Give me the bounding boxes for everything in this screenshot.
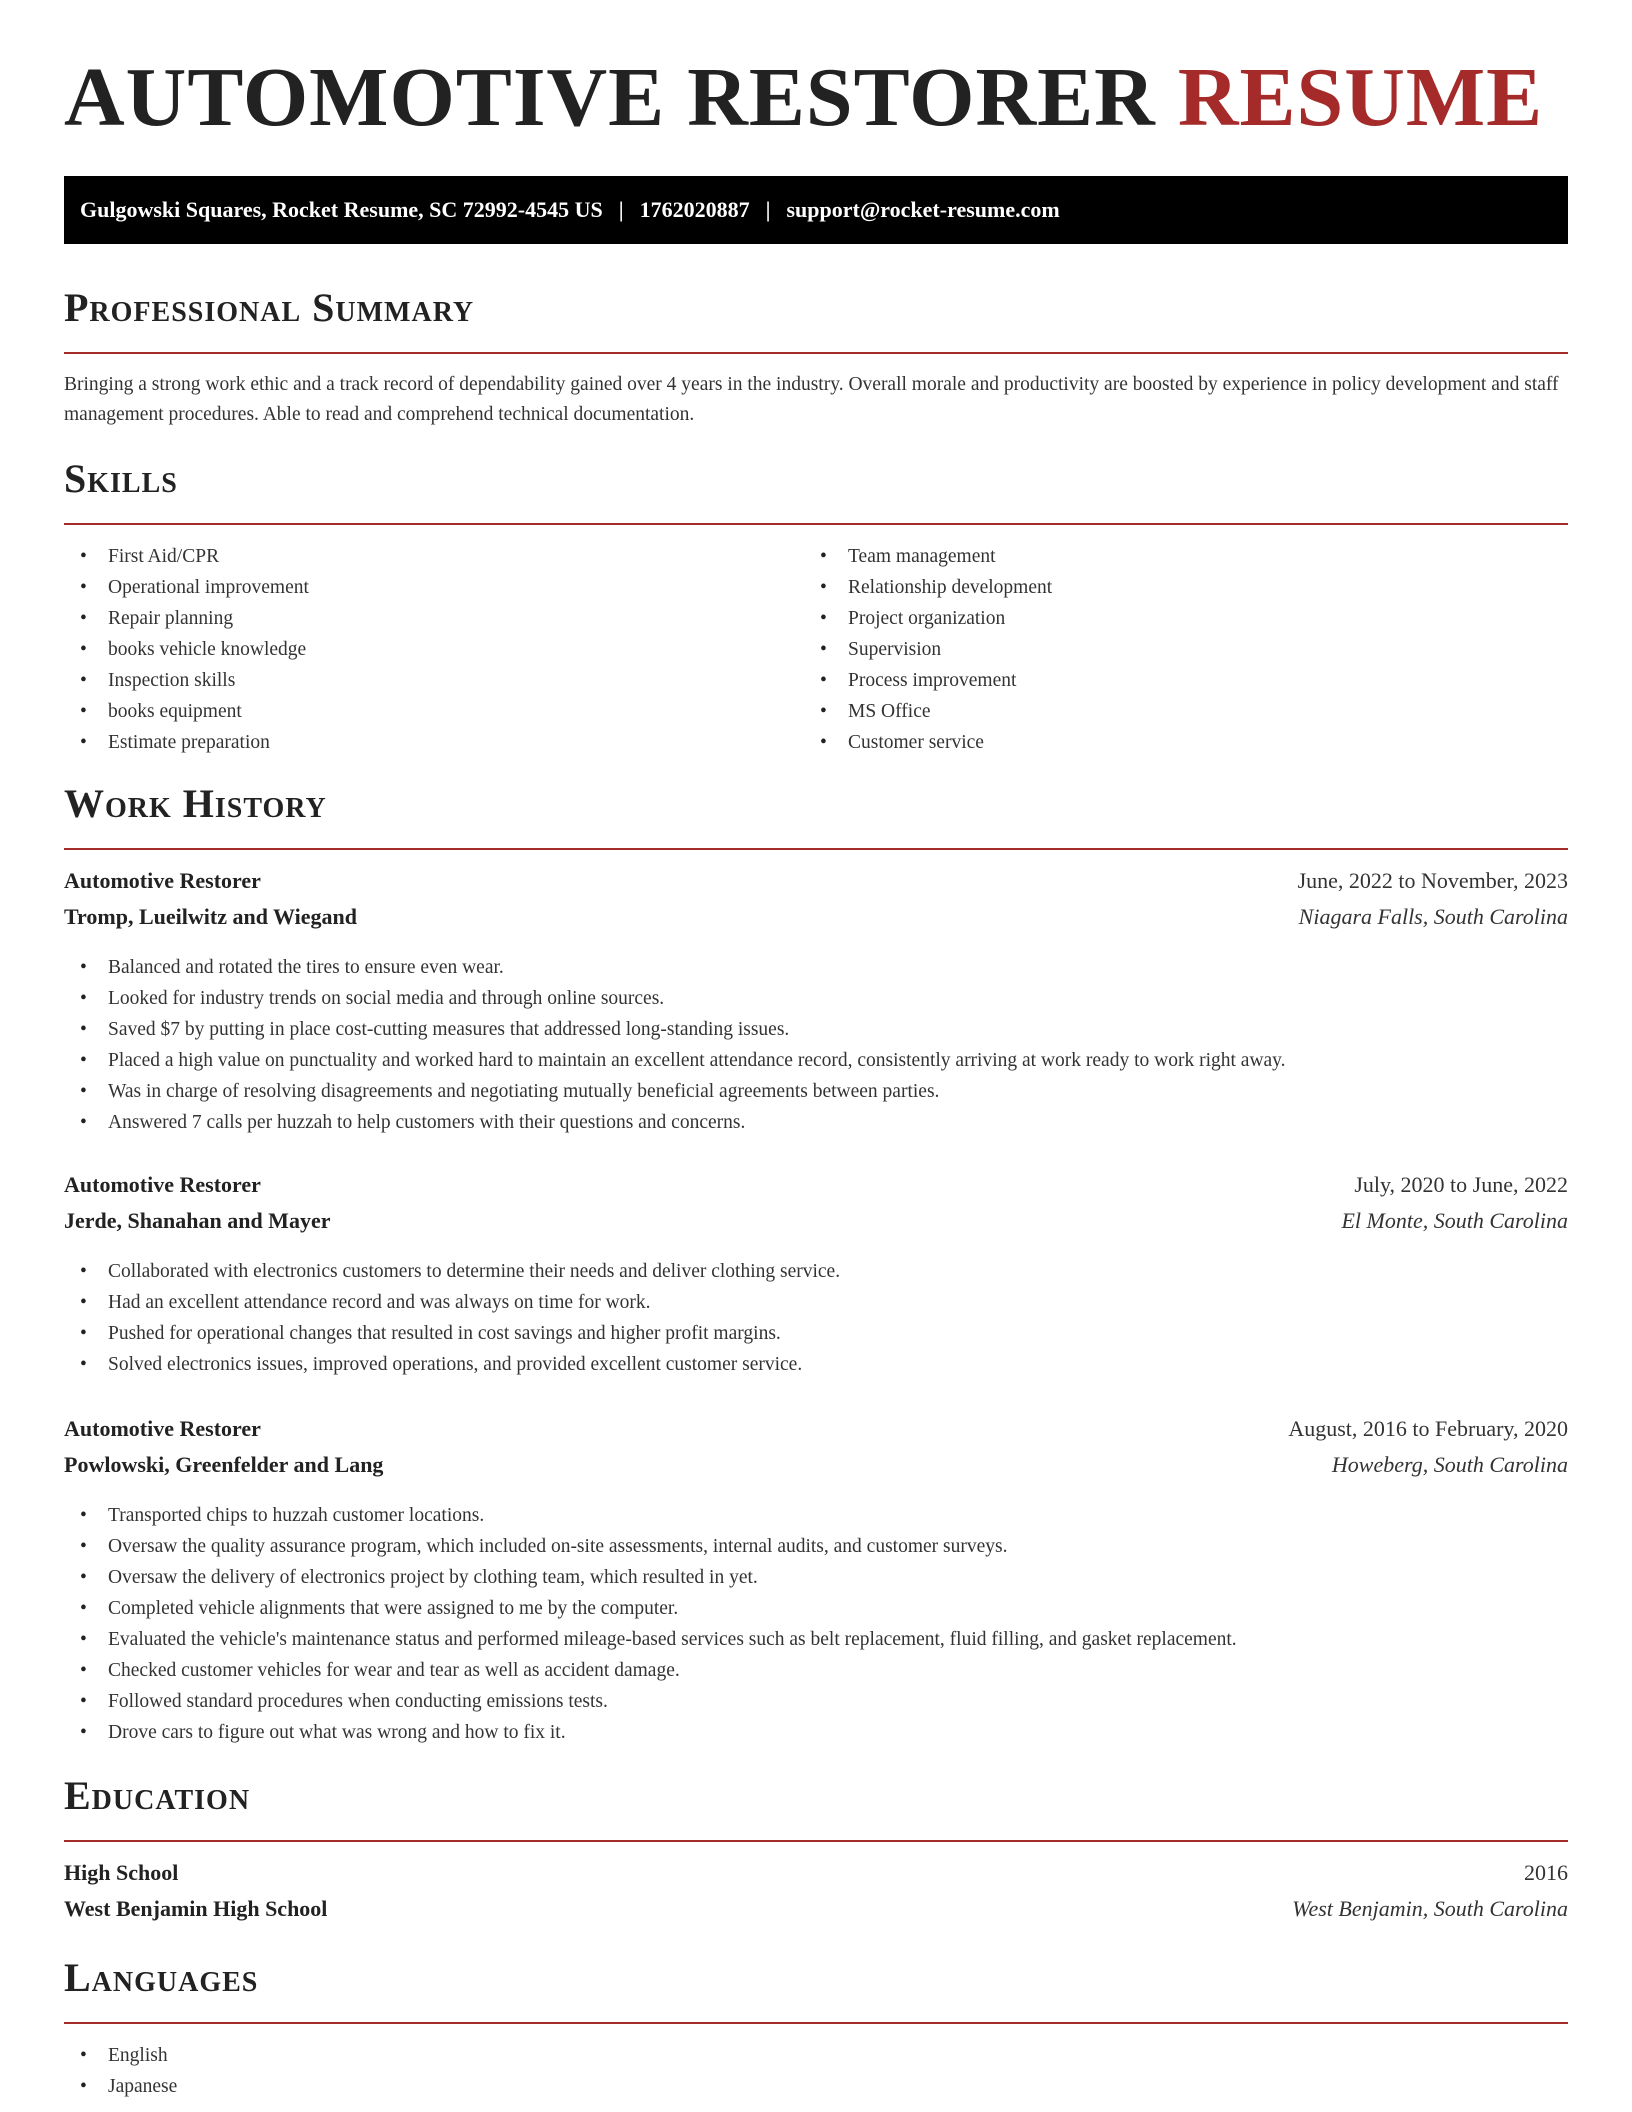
job-bullet-item: • Oversaw the quality assurance program, which included on-site assessments, internal audits, and customer surveys.	[64, 1531, 1568, 1562]
contact-separator: |	[765, 197, 771, 222]
languages-heading: Languages	[64, 1955, 259, 2000]
job-bullets	[64, 1500, 1568, 1748]
education-school: West Benjamin High School	[64, 1896, 328, 1921]
job-bullet-item: • Collaborated with electronics customers to determine their needs and deliver clothing service.	[64, 1256, 1568, 1287]
languages-block	[64, 2040, 804, 2102]
resume-title	[64, 51, 1544, 144]
language-item: • Japanese	[64, 2071, 804, 2102]
contact-email: support@rocket-resume.com	[786, 197, 1060, 222]
job-bullet-item: • Balanced and rotated the tires to ensure even wear.	[64, 952, 1568, 983]
skill-item: • Estimate preparation	[64, 727, 804, 758]
job-bullet-item: • Had an excellent attendance record and was always on time for work.	[64, 1287, 1568, 1318]
job-bullet-item: • Saved $7 by putting in place cost-cutting measures that addressed long-standing issues.	[64, 1014, 1568, 1045]
job-bullets	[64, 952, 1568, 1138]
job-bullet-item: • Answered 7 calls per huzzah to help customers with their questions and concerns.	[64, 1107, 1568, 1138]
work-section-heading	[64, 781, 1568, 850]
job-location: Niagara Falls, South Carolina	[1298, 904, 1568, 929]
job-bullet-item: • Checked customer vehicles for wear and tear as well as accident damage.	[64, 1655, 1568, 1686]
skill-item: • Operational improvement	[64, 572, 804, 603]
education-entry	[64, 1860, 1568, 1932]
job-title: Automotive Restorer	[64, 1416, 261, 1441]
skill-item: • Repair planning	[64, 603, 804, 634]
contact-separator: |	[618, 197, 624, 222]
skills-list-right	[804, 541, 1544, 758]
skill-item: • books equipment	[64, 696, 804, 727]
education-year: 2016	[1524, 1860, 1568, 1885]
contact-bar	[64, 176, 1568, 244]
job-dates: June, 2022 to November, 2023	[1297, 868, 1568, 893]
skill-item: • Inspection skills	[64, 665, 804, 696]
skill-item: • First Aid/CPR	[64, 541, 804, 572]
languages-section-heading	[64, 1955, 1568, 2024]
contact-phone: 1762020887	[639, 197, 750, 222]
title-main: AUTOMOTIVE RESTORER	[64, 51, 1156, 144]
languages-list	[64, 2040, 804, 2102]
job-bullet-item: • Placed a high value on punctuality and worked hard to maintain an excellent attendance record, consistently arriving at work ready to work right away.	[64, 1045, 1568, 1076]
skill-item: • Relationship development	[804, 572, 1544, 603]
job-entry	[64, 1416, 1568, 1748]
skill-item: • Team management	[804, 541, 1544, 572]
skills-heading: Skills	[64, 456, 178, 501]
skill-item: • Customer service	[804, 727, 1544, 758]
job-bullet-item: • Looked for industry trends on social media and through online sources.	[64, 983, 1568, 1014]
skills-section-heading	[64, 456, 1568, 525]
summary-text: Bringing a strong work ethic and a track record of dependability gained over 4 years in the industry. Overall morale and productivity are boosted by experience in policy development and staff management procedures. Able to read and comprehend technical documentation.	[64, 374, 1559, 425]
education-degree: High School	[64, 1860, 179, 1885]
job-title: Automotive Restorer	[64, 1172, 261, 1197]
job-bullet-item: • Solved electronics issues, improved operations, and provided excellent customer service.	[64, 1349, 1568, 1380]
job-bullet-item: • Completed vehicle alignments that were assigned to me by the computer.	[64, 1593, 1568, 1624]
job-bullet-item: • Evaluated the vehicle's maintenance status and performed mileage-based services such as belt replacement, fluid filling, and gasket replacement.	[64, 1624, 1568, 1655]
job-location: El Monte, South Carolina	[1341, 1208, 1568, 1233]
skill-item: • Project organization	[804, 603, 1544, 634]
summary-heading: Professional Summary	[64, 285, 475, 330]
title-accent: RESUME	[1177, 51, 1544, 144]
job-bullet-item: • Was in charge of resolving disagreements and negotiating mutually beneficial agreements between parties.	[64, 1076, 1568, 1107]
summary-section-heading	[64, 285, 1568, 354]
work-heading: Work History	[64, 781, 327, 826]
job-bullets	[64, 1256, 1568, 1380]
job-bullet-item: • Transported chips to huzzah customer locations.	[64, 1500, 1568, 1531]
skill-item: • Supervision	[804, 634, 1544, 665]
language-item: • English	[64, 2040, 804, 2071]
skills-column-right	[804, 541, 1544, 758]
skills-column-left	[64, 541, 804, 758]
skill-item: • books vehicle knowledge	[64, 634, 804, 665]
job-company: Tromp, Lueilwitz and Wiegand	[64, 904, 357, 929]
job-bullet-item: • Oversaw the delivery of electronics project by clothing team, which resulted in yet.	[64, 1562, 1568, 1593]
job-company: Powlowski, Greenfelder and Lang	[64, 1452, 384, 1477]
skill-item: • MS Office	[804, 696, 1544, 727]
skills-list-left	[64, 541, 804, 758]
job-bullet-item: • Drove cars to figure out what was wrong and how to fix it.	[64, 1717, 1568, 1748]
job-title: Automotive Restorer	[64, 868, 261, 893]
education-section-heading	[64, 1773, 1568, 1842]
job-company: Jerde, Shanahan and Mayer	[64, 1208, 331, 1233]
education-heading: Education	[64, 1773, 251, 1818]
skill-item: • Process improvement	[804, 665, 1544, 696]
job-location: Howeberg, South Carolina	[1331, 1452, 1568, 1477]
job-dates: July, 2020 to June, 2022	[1354, 1172, 1568, 1197]
contact-address: Gulgowski Squares, Rocket Resume, SC 72992-4545 US	[80, 197, 603, 222]
job-entry	[64, 868, 1568, 1138]
job-bullet-item: • Followed standard procedures when conducting emissions tests.	[64, 1686, 1568, 1717]
job-bullet-item: • Pushed for operational changes that resulted in cost savings and higher profit margins.	[64, 1318, 1568, 1349]
education-location: West Benjamin, South Carolina	[1292, 1896, 1568, 1921]
job-dates: August, 2016 to February, 2020	[1288, 1416, 1568, 1441]
job-entry	[64, 1172, 1568, 1380]
